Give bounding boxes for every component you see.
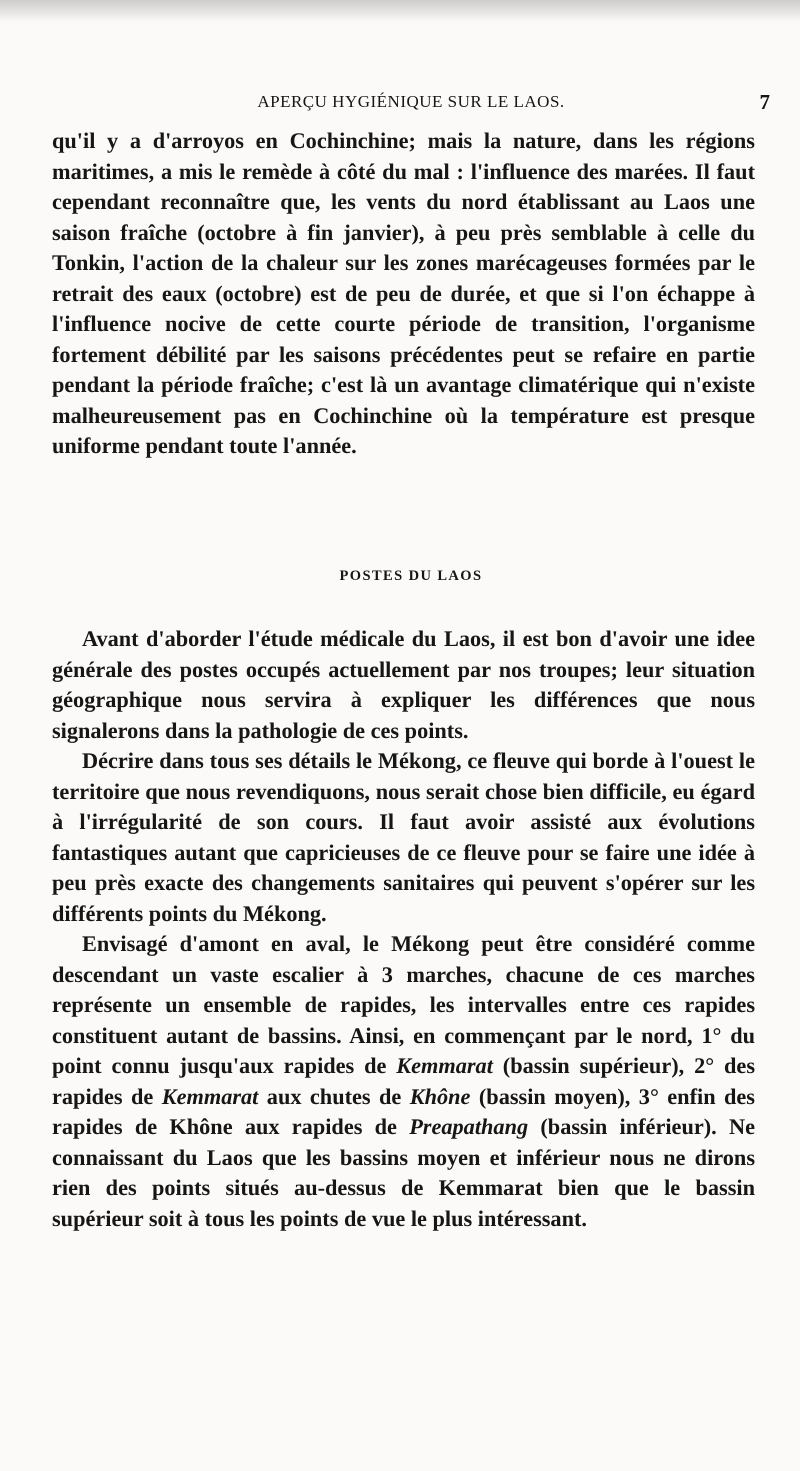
section-paragraph-3: [52, 929, 755, 1234]
paragraph-3-text-1: Envisagé d'amont en aval, le Mékong peut être considéré comme descendant un vaste escalier à 3 marches, chacune de ces marches représente un ensemble de rapides, les intervalles entre ces rapides constituent autant de bassins. Ainsi, en commençant par le nord, 1° du point connu jusqu'aux rapides de: [52, 931, 755, 1078]
running-title: APERÇU HYGIÉNIQUE SUR LE LAOS.: [257, 92, 565, 111]
paragraph-3-text-5: (bassin inférieur). Ne connaissant du Laos que les bassins moyen et inférieur nous ne dirons rien des points situés au-dessus de Kemmarat bien que le bassin supérieur soit à tous les points de vue le plus intéressant.: [52, 1114, 755, 1231]
paragraph-3-text-4: (bassin moyen), 3° enfin des rapides de Khône aux rapides de: [52, 1083, 755, 1139]
place-name-khone: Khône: [409, 1083, 471, 1109]
place-name-preapathang: Preapathang: [409, 1114, 529, 1139]
section-paragraph-1: Avant d'aborder l'étude médicale du Laos, il est bon d'avoir une idee générale des postes occupés actuellement par nos troupes; leur situation géographique nous servira à expliquer les différences que nous signalerons dans la pathologie de ces points.: [52, 626, 755, 743]
paragraph-3-text-3: aux chutes de: [258, 1083, 410, 1109]
place-name-kemmarat-2: Kemmarat: [161, 1083, 259, 1109]
place-name-kemmarat: Kemmarat: [396, 1053, 493, 1078]
intro-text-block: [52, 126, 755, 462]
section-text-block: [52, 624, 755, 1234]
page-header: [52, 92, 770, 118]
intro-paragraph: qu'il y a d'arroyos en Cochinchine; mais la nature, dans les régions maritimes, a mis le remède à côté du mal : l'influence des marées. Il faut cependant reconnaître que, les vents du nord établissant au Laos une saison fraîche (octobre à fin janvier), à peu près semblable à celle du Tonkin, l'action de la chaleur sur les zones marécageuses formées par le retrait des eaux (octobre) est de peu de durée, et que si l'on échappe à l'influence nocive de cette courte période de transition, l'organisme fortement débilité par les saisons précédentes peut se refaire en partie pendant la période fraîche; c'est là un avantage climatérique qui n'existe malheureusement pas en Cochinchine où la température est presque uniforme pendant toute l'année.: [52, 128, 755, 458]
paragraph-3-text-2: (bassin supérieur), 2° des rapides de: [52, 1053, 756, 1109]
page-number: 7: [759, 90, 770, 114]
section-paragraph-2: Décrire dans tous ses détails le Mékong, ce fleuve qui borde à l'ouest le territoire que nous revendiquons, nous serait chose bien difficile, eu égard à l'irrégularité de son cours. Il faut avoir assisté aux évolutions fantastiques autant que capricieuses de ce fleuve pour se faire une idée à peu près exacte des changements sanitaires qui peuvent s'opérer sur les différents points du Mékong.: [52, 748, 755, 926]
page-top-stain: [0, 0, 800, 22]
section-heading: POSTES DU LAOS: [339, 568, 483, 584]
